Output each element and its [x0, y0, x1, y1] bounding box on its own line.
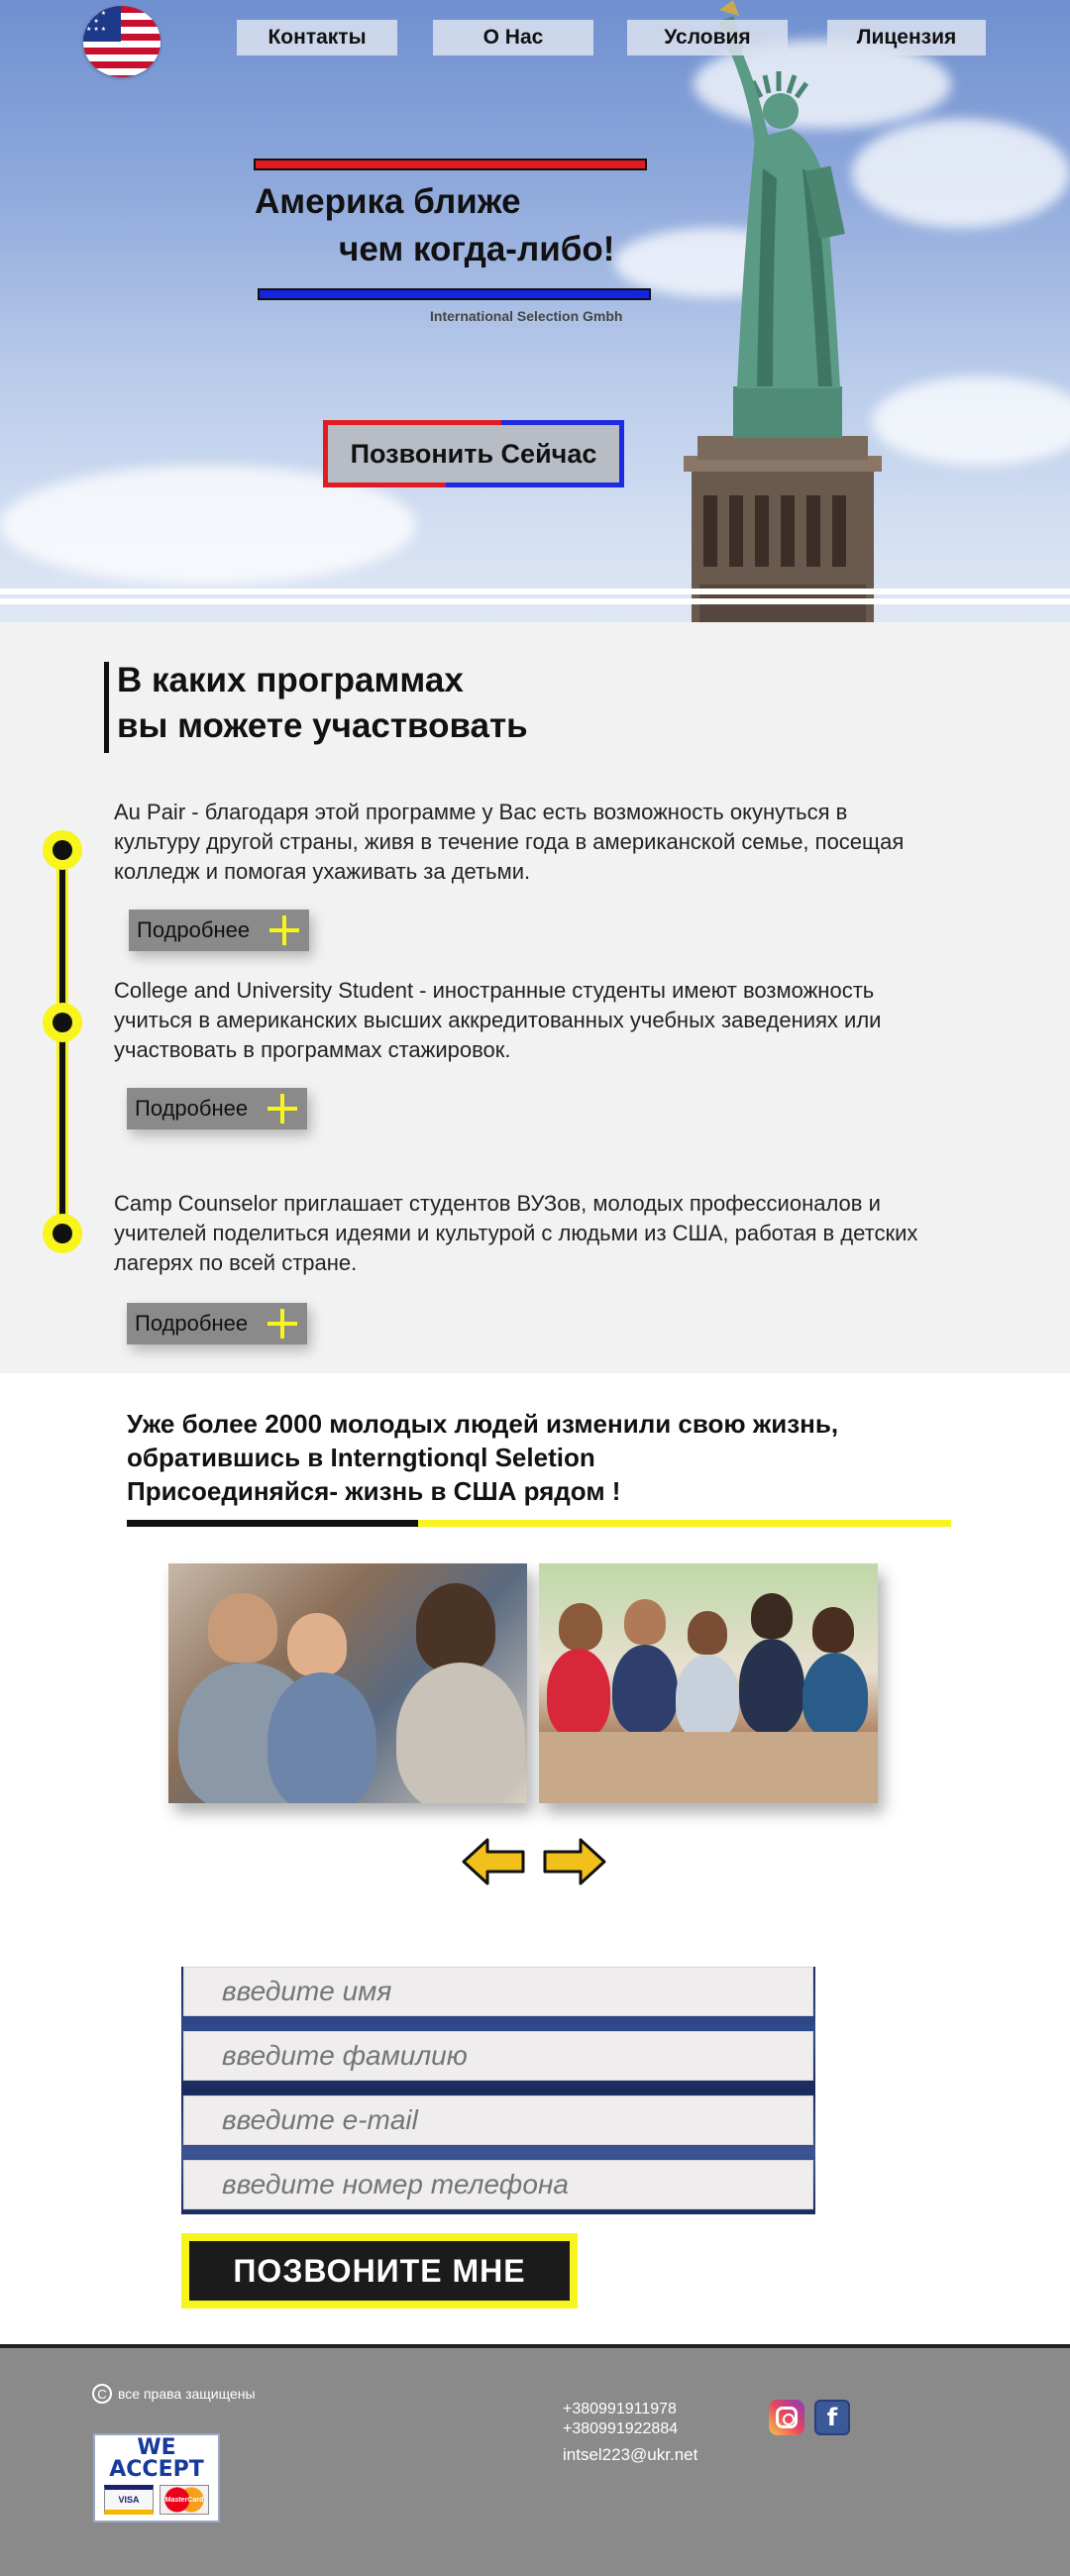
call-me-button[interactable] [181, 2233, 578, 2308]
program-camp-text: Camp Counselor приглашает студентов ВУЗов, молодых профессионалов и учителей поделиться идеями и культурой с людьми из США, работая в детских лагерях по всей стране. [114, 1191, 918, 1275]
timeline-line [59, 850, 65, 1234]
person-head [751, 1593, 793, 1639]
person-body [739, 1639, 804, 1734]
phone-2[interactable]: +380991922884 [563, 2420, 679, 2437]
plus-icon [266, 1307, 299, 1341]
flag-usa-icon[interactable]: ★★★ ★★ ★★★ [83, 6, 160, 77]
headline-blue-bar [258, 288, 651, 300]
title-accent-bar [104, 662, 109, 753]
join-underline-yellow [418, 1520, 951, 1527]
footer-phones [563, 2400, 678, 2439]
plus-icon [268, 913, 301, 947]
hero-section [0, 0, 1070, 622]
nav-contacts[interactable]: Контакты [237, 20, 397, 55]
copyright-icon: C [92, 2384, 112, 2404]
instagram-icon[interactable] [769, 2400, 804, 2435]
timeline-dot [43, 1003, 82, 1042]
person-head [812, 1607, 854, 1653]
arrow-left-icon[interactable] [462, 1838, 525, 1885]
more-button-college[interactable] [127, 1088, 307, 1129]
more-button-camp[interactable] [127, 1303, 307, 1344]
person-body [268, 1672, 376, 1803]
person-body [612, 1645, 678, 1734]
first-name-field[interactable] [183, 1967, 813, 2016]
we-accept-line1: WE [137, 2435, 176, 2460]
more-button-label: Подробнее [137, 917, 251, 942]
person-body [676, 1655, 739, 1740]
person-body [802, 1653, 868, 1738]
email-field[interactable] [183, 2095, 813, 2145]
hero-divider-line [0, 598, 1070, 604]
programs-title-line2: вы можете участвовать [117, 706, 528, 745]
person-body [396, 1663, 525, 1803]
footer-email[interactable]: intsel223@ukr.net [563, 2445, 698, 2464]
more-button-au-pair[interactable] [129, 910, 309, 951]
person-head [208, 1593, 277, 1663]
join-line3: Присоединяйся- жизнь в США рядом ! [127, 1476, 621, 1506]
join-underline-black [127, 1520, 418, 1527]
join-heading [127, 1407, 838, 1508]
more-button-label: Подробнее [135, 1311, 249, 1336]
person-head [688, 1611, 727, 1655]
call-me-label: ПОЗВОНИТЕ МНЕ [189, 2241, 570, 2301]
copyright-text: все права защищены [118, 2386, 256, 2402]
we-accept-line2: ACCEPT [109, 2457, 204, 2482]
programs-section [0, 622, 1070, 1373]
photo-wall [539, 1732, 878, 1803]
copyright [92, 2384, 256, 2404]
person-head [287, 1613, 347, 1676]
phone-1[interactable]: +380991911978 [563, 2401, 677, 2417]
nav-license[interactable]: Лицензия [827, 20, 986, 55]
students-table-photo [168, 1563, 527, 1803]
program-college-text: College and University Student - иностранные студенты имеют возможность учиться в американских высших аккредитованных учебных заведениях или участвовать в программах стажировок. [114, 978, 882, 1062]
company-name: International Selection Gmbh [430, 308, 623, 324]
person-head [624, 1599, 666, 1645]
nav-terms[interactable]: Условия [627, 20, 788, 55]
hero-divider-line [0, 589, 1070, 594]
timeline-dot [43, 1214, 82, 1253]
plus-icon [266, 1092, 299, 1126]
facebook-icon[interactable]: f [814, 2400, 850, 2435]
students-group-photo [539, 1563, 878, 1803]
programs-title [117, 658, 528, 749]
person-head [559, 1603, 602, 1651]
mastercard-icon: MasterCard [160, 2485, 209, 2515]
footer [0, 2344, 1070, 2576]
join-line2: обратившись в Interngtionql Seletion [127, 1443, 595, 1472]
nav-about[interactable]: О Нас [433, 20, 593, 55]
payment-badge [93, 2433, 220, 2522]
hero-headline-line1: Америка ближе [255, 182, 521, 221]
timeline-dot [43, 830, 82, 870]
call-now-button[interactable]: Позвонить Сейчас [323, 420, 624, 487]
arrow-right-icon[interactable] [543, 1838, 606, 1885]
person-body [547, 1649, 610, 1738]
last-name-field[interactable] [183, 2031, 813, 2081]
programs-title-line1: В каких программах [117, 661, 464, 699]
headline-red-bar [254, 159, 647, 170]
person-head [416, 1583, 495, 1672]
statue-of-liberty-image [674, 0, 951, 622]
hero-headline-line2: чем когда-либо! [339, 230, 615, 268]
join-line1: Уже более 2000 молодых людей изменили свою жизнь, [127, 1409, 839, 1439]
phone-field[interactable] [183, 2160, 813, 2209]
visa-card-icon: VISA [104, 2485, 154, 2515]
program-au-pair-text: Au Pair - благодаря этой программе у Вас есть возможность окунуться в культуру другой страны, живя в течение года в американской семье, посещая колледж и помогая ухаживать за детьми. [114, 800, 905, 884]
more-button-label: Подробнее [135, 1096, 249, 1121]
